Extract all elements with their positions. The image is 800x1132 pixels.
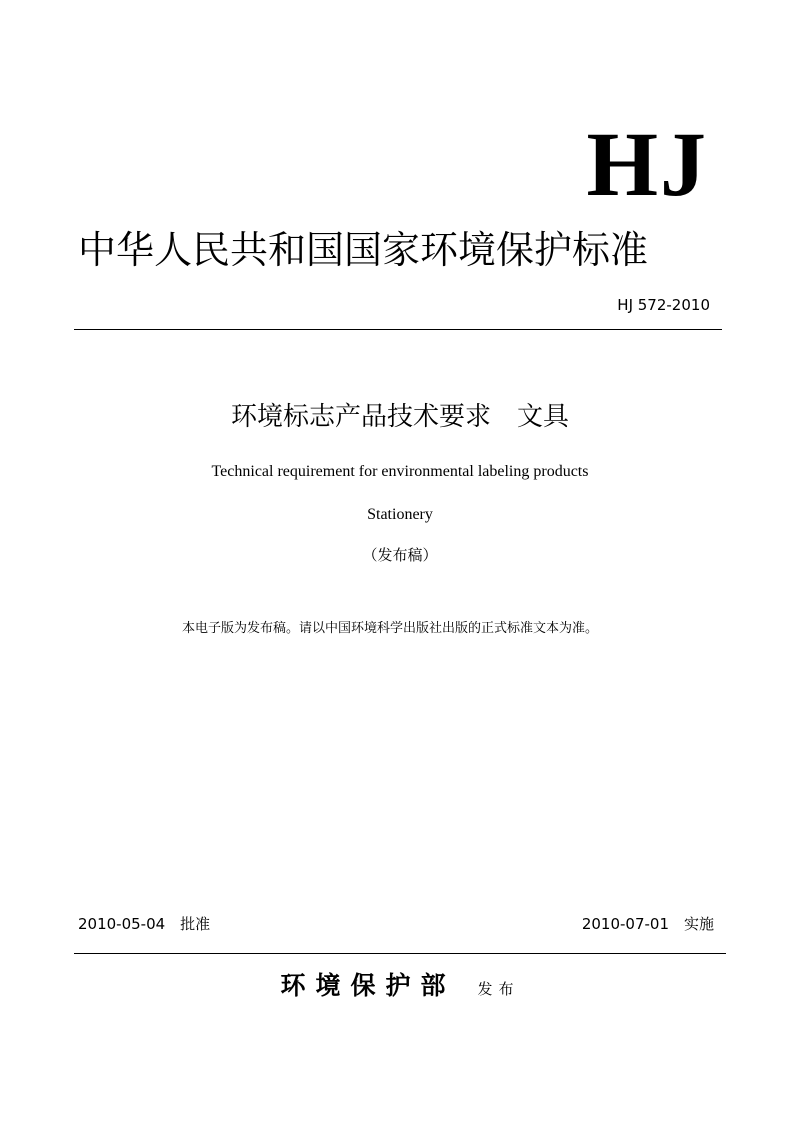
hj-logo: HJ — [586, 113, 708, 215]
title-english-line1: Technical requirement for environmental labeling products — [211, 463, 589, 480]
standard-number: HJ 572-2010 — [617, 296, 710, 314]
bottom-divider — [74, 953, 726, 954]
title-english-line2: Stationery — [367, 506, 433, 523]
implementation-date: 2010-07-01 实施 — [581, 915, 714, 933]
top-divider — [74, 329, 722, 330]
title-chinese: 环境标志产品技术要求 文具 — [230, 402, 569, 432]
approval-date: 2010-05-04 批准 — [78, 915, 211, 933]
draft-label: （发布稿） — [362, 546, 438, 564]
publisher-name: 环境保护部 — [280, 971, 456, 1000]
edition-notice: 本电子版为发布稿。请以中国环境科学出版社出版的正式标准文本为准。 — [181, 621, 598, 636]
publish-label: 发布 — [477, 980, 520, 998]
org-title: 中华人民共和国国家环境保护标准 — [78, 228, 649, 272]
publisher-line — [0, 966, 800, 1002]
